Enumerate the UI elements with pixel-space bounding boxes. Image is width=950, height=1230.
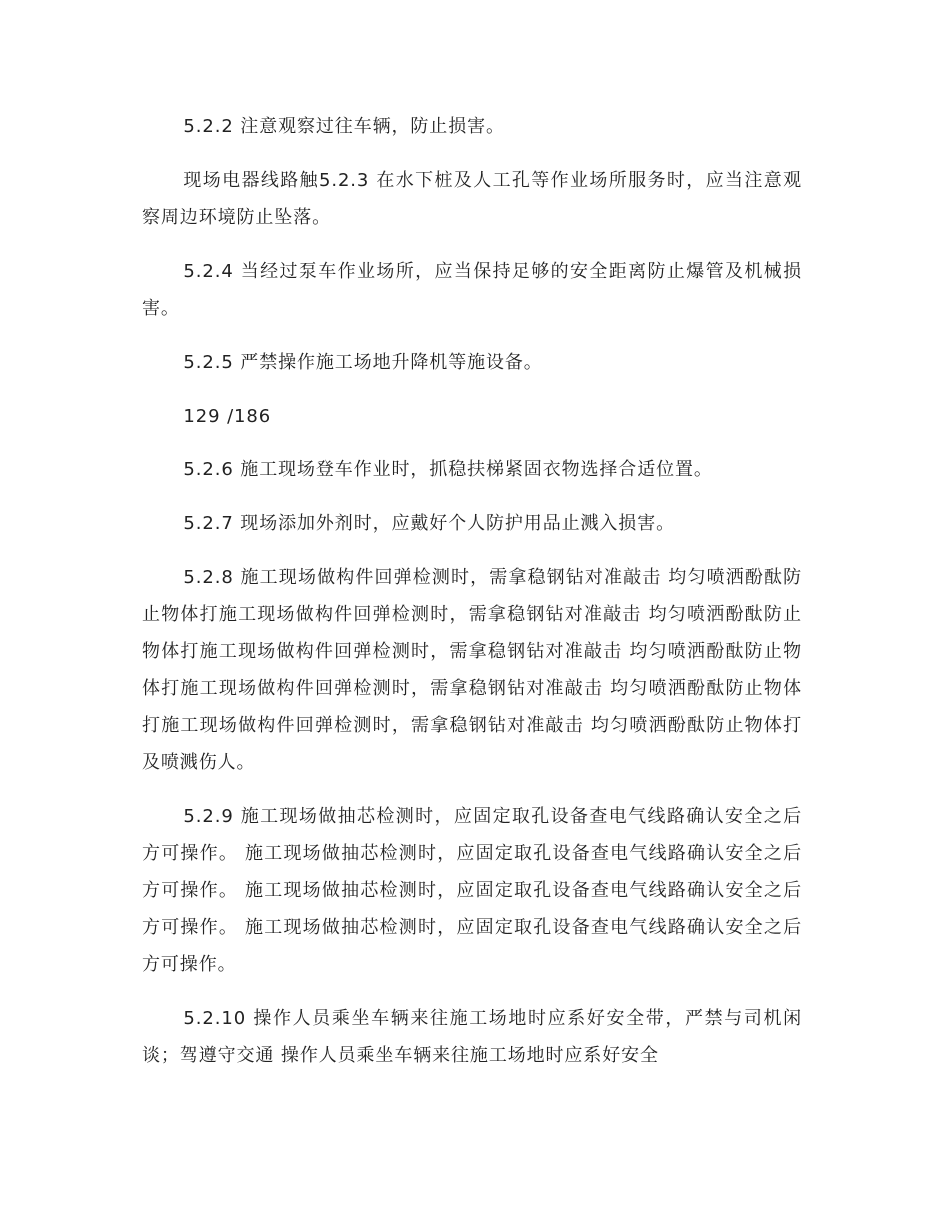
document-body — [142, 108, 802, 1091]
paragraph-5-2-7: 5.2.7 现场添加外剂时，应戴好个人防护用品止溅入损害。 — [183, 513, 676, 534]
paragraph-5-2-4: 5.2.4 当经过泵车作业场所，应当保持足够的安全距离防止爆管及机械损害。 — [142, 261, 802, 319]
paragraph-5-2-9: 5.2.9 施工现场做抽芯检测时，应固定取孔设备查电气线路确认安全之后方可操作。 施工现场做抽芯检测时，应固定取孔设备查电气线路确认安全之后方可操作。 施工现场做抽芯检测时，应固定取孔设备查电气线路确认安全之后方可操作。 施工现场做抽芯检测时，应固定取孔设备查电气线路确认安全之后方可操作。 — [142, 806, 802, 975]
paragraph-5-2-8: 5.2.8 施工现场做构件回弹检测时，需拿稳钢钻对准敲击 均匀喷洒酚酞防止物体打施工现场做构件回弹检测时，需拿稳钢钻对准敲击 均匀喷洒酚酞防止物体打施工现场做构件回弹检测时，需拿稳钢钻对准敲击 均匀喷洒酚酞防止物体打施工现场做构件回弹检测时，需拿稳钢钻对准敲击 均匀喷洒酚酞防止物体打施工现场做构件回弹检测时，需拿稳钢钻对准敲击 均匀喷洒酚酞防止物体打及喷溅伤人。 — [142, 567, 802, 773]
paragraph-5-2-3: 现场电器线路触5.2.3 在水下桩及人工孔等作业场所服务时，应当注意观察周边环境防止坠落。 — [142, 170, 802, 228]
paragraph-5-2-2: 5.2.2 注意观察过往车辆，防止损害。 — [183, 116, 505, 137]
paragraph-5-2-10: 5.2.10 操作人员乘坐车辆来往施工场地时应系好安全带，严禁与司机闲谈；驾遵守交通 操作人员乘坐车辆来往施工场地时应系好安全 — [142, 1008, 802, 1066]
paragraph-5-2-5: 5.2.5 严禁操作施工场地升降机等施设备。 — [183, 352, 543, 373]
paragraph-5-2-6: 5.2.6 施工现场登车作业时，抓稳扶梯紧固衣物选择合适位置。 — [183, 459, 713, 480]
page-number: 129 /186 — [183, 406, 272, 427]
